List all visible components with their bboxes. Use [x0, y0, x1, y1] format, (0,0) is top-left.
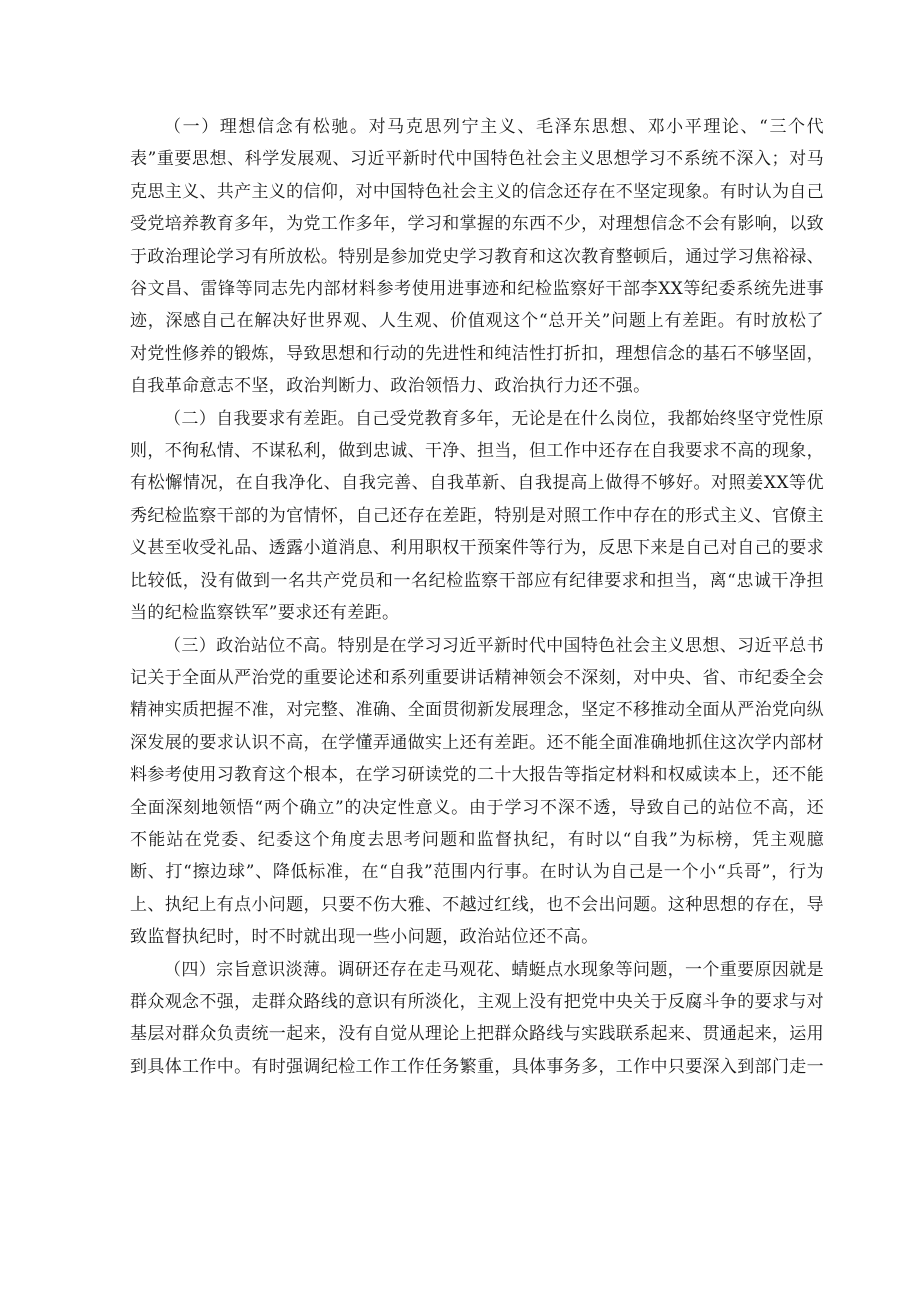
paragraph-political-standpoint: （三）政治站位不高。特别是在学习习近平新时代中国特色社会主义思想、习近平总书记关于全面从严治党的重要论述和系列重要讲话精神领会不深刻，对中央、省、市纪委全会精神实质把握不准，对完整、准确、全面贯彻新发展理念，坚定不移推动全面从严治党向纵深发展的要求认识不高，在学懂弄通做实上还有差距。还不能全面准确地抓住这次学内部材料参考使用习教育这个根本，在学习研读党的二十大报告等指定材料和权威读本上，还不能全面深刻地领悟“两个确立”的决定性意义。由于学习不深不透，导致自己的站位不高，还不能站在党委、纪委这个角度去思考问题和监督执纪，有时以“自我”为标榜，凭主观臆断、打“擦边球”、降低标准，在“自我”范围内行事。在时认为自己是一个小“兵哥”，行为上、执纪上有点小问题，只要不伤大雅、不越过红线，也不会出问题。这种思想的存在，导致监督执纪时，时不时就出现一些小问题，政治站位还不高。	[130, 635, 824, 948]
paragraph-purpose-awareness: （四）宗旨意识淡薄。调研还存在走马观花、蜻蜓点水现象等问题，一个重要原因就是群众观念不强，走群众路线的意识有所淡化，主观上没有把党中央关于反腐斗争的要求与对基层对群众负责统一起来，没有自觉从理论上把群众路线与实践联系起来、贯通起来，运用到具体工作中。有时强调纪检工作工作任务繁重，具体事务多，工作中只要深入到部门走一	[130, 959, 824, 1077]
paragraph-self-requirements: （二）自我要求有差距。自己受党教育多年，无论是在什么岗位，我都始终坚守党性原则，不徇私情、不谋私利，做到忠诚、干净、担当，但工作中还存在自我要求不高的现象，有松懈情况，在自我净化、自我完善、自我革新、自我提高上做得不够好。对照姜XX等优秀纪检监察干部的为官情怀，自己还存在差距，特别是对照工作中存在的形式主义、官僚主义甚至收受礼品、透露小道消息、利用职权干预案件等行为，反思下来是自己对自己的要求比较低，没有做到一名共产党员和一名纪检监察干部应有纪律要求和担当，离“忠诚干净担当的纪检监察铁军”要求还有差距。	[130, 408, 824, 624]
paragraph-ideals-beliefs: （一）理想信念有松驰。对马克思列宁主义、毛泽东思想、邓小平理论、“三个代表”重要思想、科学发展观、习近平新时代中国特色社会主义思想学习不系统不深入；对马克思主义、共产主义的信仰，对中国特色社会主义的信念还存在不坚定现象。有时认为自己受党培养教育多年，为党工作多年，学习和掌握的东西不少，对理想信念不会有影响，以致于政治理论学习有所放松。特别是参加党史学习教育和这次教育整顿后，通过学习焦裕禄、谷文昌、雷锋等同志先内部材料参考使用进事迹和纪检监察好干部李XX等纪委系统先进事迹，深感自己在解决好世界观、人生观、价值观这个“总开关”问题上有差距。有时放松了对党性修养的锻炼，导致思想和行动的先进性和纯洁性打折扣，理想信念的基石不够坚固，自我革命意志不坚，政治判断力、政治领悟力、政治执行力还不强。	[130, 117, 824, 397]
document-body	[130, 111, 824, 1083]
